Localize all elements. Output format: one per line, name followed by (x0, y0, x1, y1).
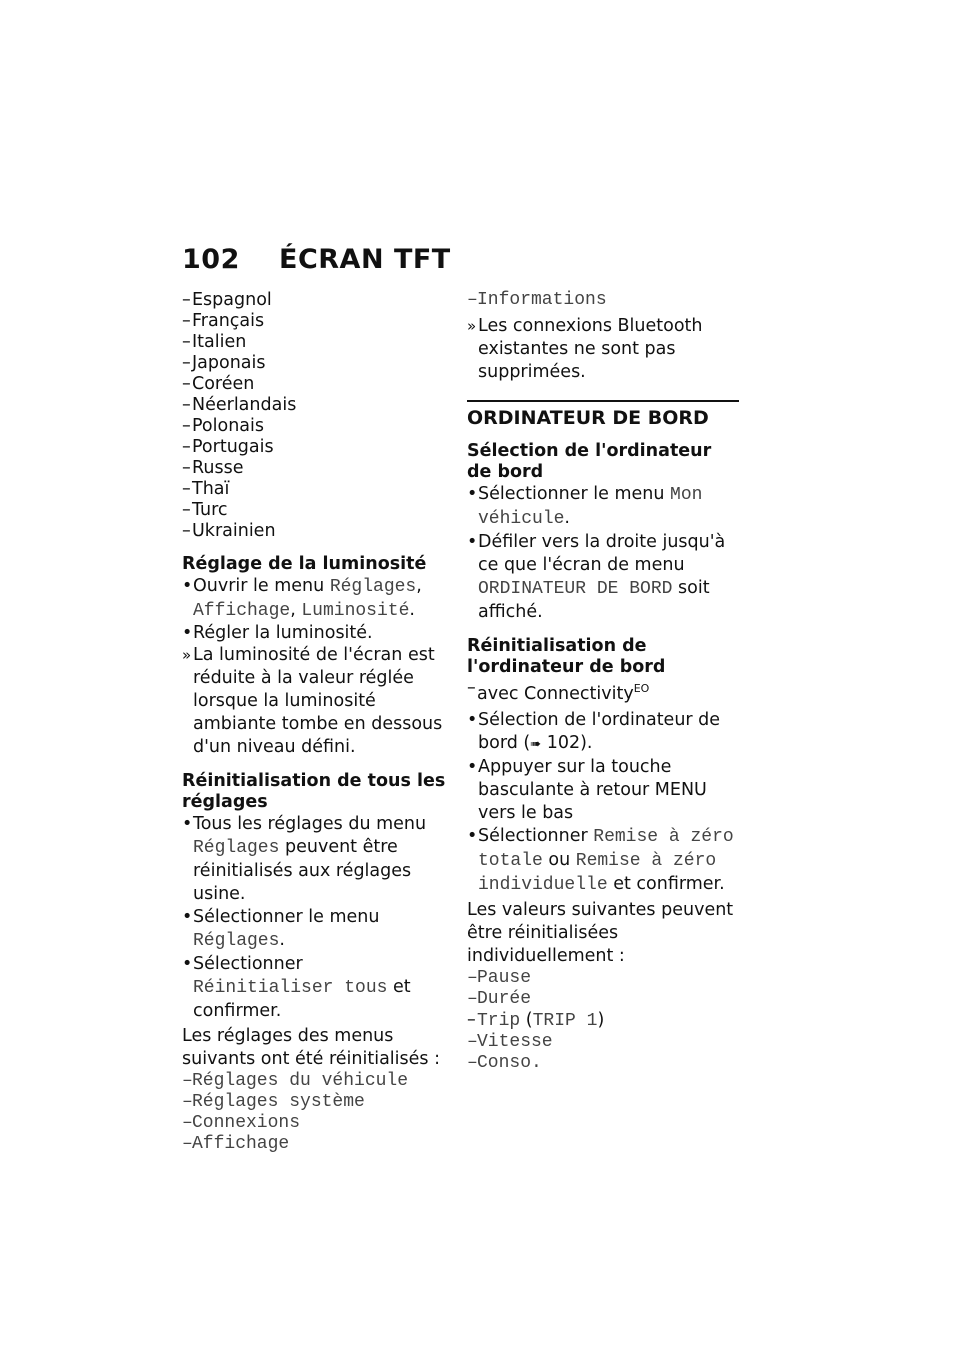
brightness-heading: Réglage de la luminosité (182, 554, 427, 574)
reset-menu-item: – Réglages système (182, 1092, 447, 1113)
reset-step-2: • Appuyer sur la touche basculante à retour MENU vers le bas (467, 756, 739, 825)
reset-step-3: • Sélectionner Remise à zéro totale ou Remise à zéro individuelle et confirmer. (467, 825, 739, 897)
language-item: – Italien (182, 332, 447, 353)
menu-ref: Luminosité (301, 601, 410, 621)
value-item: – Pause (467, 968, 739, 989)
language-item: – Ukrainien (182, 521, 447, 542)
menu-ref: Réinitialiser tous (193, 978, 388, 998)
reset-menu-item: – Affichage (182, 1134, 447, 1155)
bluetooth-result: » Les connexions Bluetooth existantes ne sont pas supprimées. (467, 315, 739, 384)
brightness-step-1: • Ouvrir le menu Réglages, Affichage, Luminosité. (182, 575, 447, 623)
value-item: – Durée (467, 989, 739, 1010)
reset-menu-item: – Réglages du véhicule (182, 1071, 447, 1092)
language-item: – Russe (182, 458, 447, 479)
reset-values-paragraph: Les valeurs suivantes peuvent être réinitialisées individuellement : (467, 899, 734, 966)
arrow-right-icon: ➠ (530, 736, 542, 752)
language-item: – Turc (182, 500, 447, 521)
page-header (182, 244, 451, 275)
section-title: ORDINATEUR DE BORD (467, 400, 739, 429)
reset-all-step-2: • Sélectionner le menu Réglages. (182, 906, 447, 953)
condition: – avec Connectivity$^{EO}$ (467, 678, 739, 705)
reset-values-list (467, 968, 739, 1074)
brightness-step-2: • Régler la luminosité. (182, 623, 447, 644)
menu-ref: Affichage (193, 601, 291, 621)
reset-all-step-1: • Tous les réglages du menu Réglages peuvent être réinitialisés aux réglages usine. (182, 813, 447, 906)
value-item: – Conso. (467, 1053, 739, 1074)
language-item: – Thaï (182, 479, 447, 500)
language-item: – Polonais (182, 416, 447, 437)
menu-ref: Réglages (329, 577, 417, 597)
menu-ref: Remise à zéro individuelle (478, 850, 717, 895)
reset-all-paragraph: Les réglages des menus suivants ont été réinitialisés : (182, 1026, 440, 1069)
condition-code: EO (633, 682, 650, 695)
reset-menu-item: – Connexions (182, 1113, 447, 1134)
value-item: – Trip (TRIP 1) (467, 1010, 739, 1032)
value-item: – Vitesse (467, 1032, 739, 1053)
page-ref-link[interactable]: 102). (546, 732, 593, 753)
select-computer-heading: Sélection de l'ordinateur de bord (467, 441, 712, 482)
reset-all-heading: Réinitialisation de tous les réglages (182, 771, 446, 812)
menu-ref: Mon véhicule (478, 485, 703, 529)
language-item: – Espagnol (182, 290, 447, 311)
menu-ref: Réglages (193, 838, 280, 858)
menu-ref: ORDINATEUR DE BORD (478, 579, 673, 599)
menu-ref: Remise à zéro totale (478, 826, 734, 871)
select-step-1: • Sélectionner le menu Mon véhicule. (467, 483, 739, 531)
page-title: ÉCRAN TFT (279, 244, 451, 275)
language-list (182, 290, 447, 542)
reset-all-step-3: • Sélectionner Réinitialiser tous et confirmer. (182, 953, 447, 1023)
select-step-2: • Défiler vers la droite jusqu'à ce que l'écran de menu ORDINATEUR DE BORD soit affiché. (467, 531, 739, 624)
language-item: – Portugais (182, 437, 447, 458)
left-column (182, 290, 447, 1155)
language-item: – Français (182, 311, 447, 332)
reset-menu-item: – Informations (467, 290, 739, 311)
menu-ref: Réglages (193, 931, 280, 951)
language-item: – Coréen (182, 374, 447, 395)
right-column (467, 290, 739, 1074)
brightness-result: » La luminosité de l'écran est réduite à la valeur réglée lorsque la luminosité ambiante tombe en dessous d'un niveau défini. (182, 644, 447, 759)
reset-computer-heading: Réinitialisation de l'ordinateur de bord (467, 636, 666, 677)
language-item: – Japonais (182, 353, 447, 374)
reset-all-list (182, 1071, 447, 1155)
page-number: 102 (182, 244, 240, 275)
reset-step-1: • Sélection de l'ordinateur de bord (➠ 102). (467, 709, 739, 756)
language-item: – Néerlandais (182, 395, 447, 416)
